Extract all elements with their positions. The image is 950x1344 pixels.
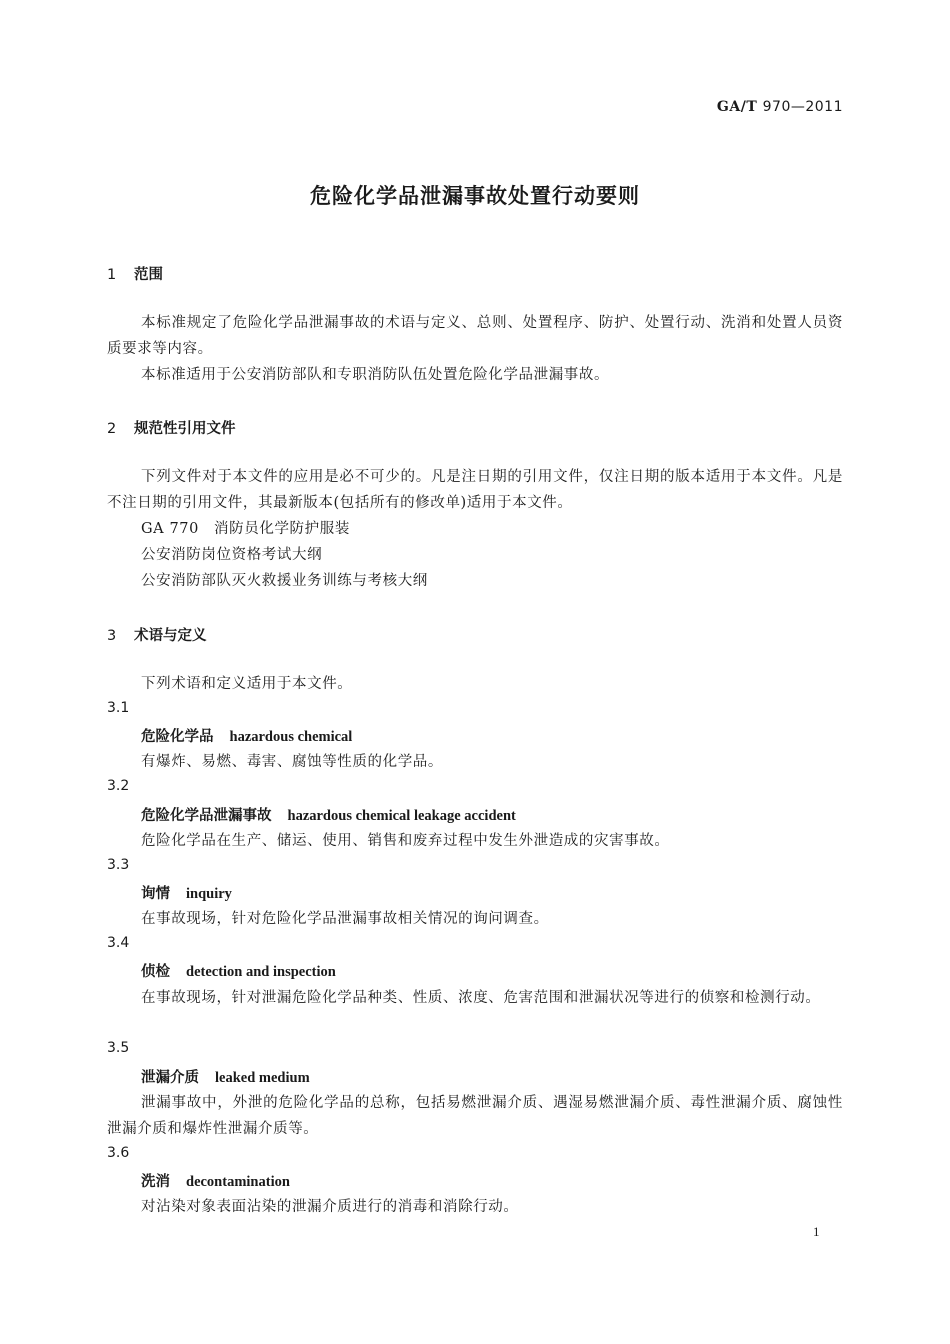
term-definition: 泄漏事故中，外泄的危险化学品的总称，包括易燃泄漏介质、遇湿易燃泄漏介质、毒性泄漏介质、腐蚀性泄漏介质和爆炸性泄漏介质等。 bbox=[107, 1095, 843, 1137]
term-number: 3.2 bbox=[107, 778, 130, 794]
term-en: hazardous chemical leakage accident bbox=[287, 808, 516, 824]
section-number: 3 bbox=[107, 628, 117, 644]
term-en: hazardous chemical bbox=[229, 729, 353, 745]
term-definition: 危险化学品在生产、储运、使用、销售和废弃过程中发生外泄造成的灾害事故。 bbox=[141, 833, 670, 849]
term-number: 3.5 bbox=[107, 1040, 130, 1056]
term-entry bbox=[141, 1066, 310, 1087]
term-entry bbox=[141, 804, 516, 825]
term-entry bbox=[141, 960, 336, 981]
term-zh: 侦检 bbox=[141, 964, 170, 980]
term-number: 3.6 bbox=[107, 1145, 130, 1161]
term-entry bbox=[141, 725, 352, 746]
term-en: detection and inspection bbox=[186, 964, 336, 980]
term-number: 3.3 bbox=[107, 857, 130, 873]
section-3-intro: 下列术语和定义适用于本文件。 bbox=[141, 676, 353, 692]
term-entry bbox=[141, 1170, 290, 1191]
reference-item: 公安消防部队灭火救援业务训练与考核大纲 bbox=[141, 573, 428, 589]
document-title: 危险化学品泄漏事故处置行动要则 bbox=[310, 184, 640, 208]
section-2-paragraph-1: 下列文件对于本文件的应用是必不可少的。凡是注日期的引用文件，仅注日期的版本适用于本文件。凡是不注日期的引用文件，其最新版本(包括所有的修改单)适用于本文件。 bbox=[107, 469, 843, 511]
term-definition: 有爆炸、易燃、毒害、腐蚀等性质的化学品。 bbox=[141, 754, 443, 770]
section-1-paragraph-1: 本标准规定了危险化学品泄漏事故的术语与定义、总则、处置程序、防护、处置行动、洗消和处置人员资质要求等内容。 bbox=[107, 315, 843, 357]
reference-item: 公安消防岗位资格考试大纲 bbox=[141, 547, 323, 563]
term-en: inquiry bbox=[186, 886, 232, 902]
standard-prefix: GA/T bbox=[716, 99, 758, 115]
term-number: 3.4 bbox=[107, 935, 130, 951]
reference-item: GA 770 消防员化学防护服装 bbox=[141, 521, 350, 537]
term-zh: 泄漏介质 bbox=[141, 1070, 199, 1086]
term-zh: 危险化学品泄漏事故 bbox=[141, 808, 272, 824]
section-title: 范围 bbox=[134, 267, 163, 283]
term-zh: 询情 bbox=[141, 886, 170, 902]
term-en: leaked medium bbox=[215, 1070, 310, 1086]
section-1-heading bbox=[107, 263, 163, 284]
term-definition: 对沾染对象表面沾染的泄漏介质进行的消毒和消除行动。 bbox=[141, 1199, 519, 1215]
term-entry bbox=[141, 882, 232, 903]
section-2-heading bbox=[107, 417, 236, 438]
standard-number: 970—2011 bbox=[762, 99, 843, 115]
section-1-paragraph-2: 本标准适用于公安消防部队和专职消防队伍处置危险化学品泄漏事故。 bbox=[141, 367, 610, 383]
term-definition: 在事故现场，针对泄漏危险化学品种类、性质、浓度、危害范围和泄漏状况等进行的侦察和检测行动。 bbox=[141, 990, 821, 1006]
term-en: decontamination bbox=[186, 1174, 290, 1190]
section-3-heading bbox=[107, 624, 207, 645]
term-number: 3.1 bbox=[107, 700, 130, 716]
section-number: 2 bbox=[107, 421, 117, 437]
term-zh: 洗消 bbox=[141, 1174, 170, 1190]
term-zh: 危险化学品 bbox=[141, 729, 214, 745]
term-definition: 在事故现场，针对危险化学品泄漏事故相关情况的询问调查。 bbox=[141, 911, 549, 927]
section-title: 规范性引用文件 bbox=[134, 421, 236, 437]
page-number: 1 bbox=[813, 1224, 820, 1239]
standard-code bbox=[717, 99, 843, 115]
section-number: 1 bbox=[107, 267, 117, 283]
section-title: 术语与定义 bbox=[134, 628, 207, 644]
